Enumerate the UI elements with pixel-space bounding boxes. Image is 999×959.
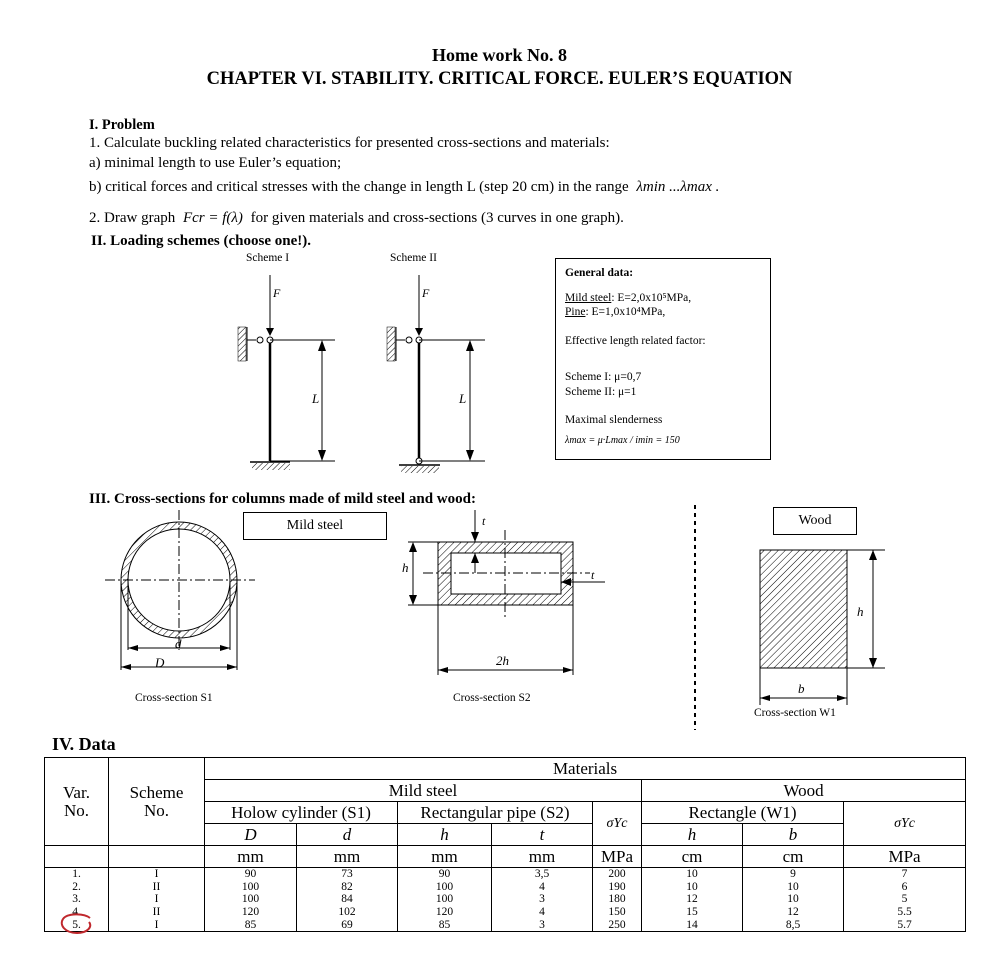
table-cell: 90 [398,868,492,881]
cross-section-s1-label: Cross-section S1 [135,692,213,704]
pine-modulus [565,306,665,318]
problem-item-1: 1. Calculate buckling related characteristics for presented cross-sections and materials: [89,135,610,151]
symbol-h-wood: h [642,824,743,846]
schemes-heading: II. Loading schemes (choose one!). [91,233,311,249]
selected-variant: 5. [72,918,81,931]
table-cell: 100 [398,881,492,894]
table-row [45,868,966,881]
table-cell: I [109,868,205,881]
table-cell: 100 [205,881,297,894]
header-wood: Wood [642,780,966,802]
table-cell: 85 [398,918,492,931]
dim-h-label-w1: h [857,604,864,619]
table-cell: 102 [297,906,398,919]
problem-item-b-text: b) critical forces and critical stresses with the change in length L (step 20 cm) in the range [89,179,629,195]
table-cell: 200 [593,868,642,881]
table-cell: 3,5 [492,868,593,881]
section-s2-drawing [408,510,605,675]
length-factor-label: Effective length related factor: [565,335,706,347]
table-cell: II [109,906,205,919]
table-cell: 4 [492,881,593,894]
force-label-2: F [422,286,430,300]
table-cell: 5.5 [844,906,966,919]
problem-item-b [89,179,719,196]
table-cell: 180 [593,893,642,906]
table-cell: 100 [398,893,492,906]
unit-cell: mm [492,846,593,868]
general-data-heading: General data: [565,267,634,279]
data-table [44,757,966,932]
header-scheme-no: Scheme No. [109,758,205,846]
table-cell: 12 [743,906,844,919]
symbol-b: b [743,824,844,846]
table-cell: 6 [844,881,966,894]
header-var-no: Var. No. [45,758,109,846]
steel-value: : E=2,0x10⁵MPa, [611,292,692,304]
unit-cell: mm [297,846,398,868]
table-cell: 10 [743,881,844,894]
table-cell: 73 [297,868,398,881]
table-cell: 90 [205,868,297,881]
header-rect-pipe: Rectangular pipe (S2) [398,802,593,824]
unit-cell: cm [642,846,743,868]
mild-steel-box: Mild steel [243,512,387,540]
header-holow-cylinder: Holow cylinder (S1) [205,802,398,824]
table-cell: 7 [844,868,966,881]
symbol-d: d [297,824,398,846]
table-cell: 190 [593,881,642,894]
scheme-2-factor: Scheme II: μ=1 [565,386,637,398]
scheme-1-factor: Scheme I: μ=0,7 [565,371,642,383]
table-cell: 85 [205,918,297,931]
dim-D-label: D [155,655,165,670]
scheme-1-drawing [238,275,335,470]
table-cell: 3 [492,893,593,906]
length-label-1: L [312,391,320,406]
symbol-D: D [205,824,297,846]
steel-name: Mild steel [565,292,612,304]
table-cell: 3. [45,893,109,906]
scheme-2-label: Scheme II [390,252,437,264]
dim-t-label-top: t [482,514,486,528]
header-rectangle-w1: Rectangle (W1) [642,802,844,824]
table-cell: 120 [398,906,492,919]
unit-cell: cm [743,846,844,868]
section-w1-drawing [760,550,885,705]
lambda-range: λmin ...λmax . [636,179,720,195]
table-cell: 5.7 [844,918,966,931]
steel-modulus [565,292,691,304]
pine-value: : E=1,0x10⁴MPa, [585,306,666,318]
table-cell: 10 [743,893,844,906]
symbol-h: h [398,824,492,846]
page-title: Home work No. 8 [432,45,567,65]
table-cell: 250 [593,918,642,931]
cross-sections-heading: III. Cross-sections for columns made of mild steel and wood: [89,491,476,507]
header-mild-steel: Mild steel [205,780,642,802]
general-data-box [555,258,771,460]
table-cell: I [109,918,205,931]
unit-cell: MPa [593,846,642,868]
problem-item-2 [89,210,624,227]
table-cell: 12 [642,893,743,906]
table-cell: 1. [45,868,109,881]
dim-2h-label: 2h [496,653,509,668]
table-cell: 9 [743,868,844,881]
table-cell: 4. [45,906,109,919]
unit-cell: MPa [844,846,966,868]
problem-item-2-post: for given materials and cross-sections (3 curves in one graph). [250,210,624,226]
problem-item-2-pre: 2. Draw graph [89,210,176,226]
table-row [45,881,966,894]
cross-section-s2-label: Cross-section S2 [453,692,531,704]
table-cell: 150 [593,906,642,919]
table-cell: 84 [297,893,398,906]
header-sigma-wood: σYc [844,802,966,846]
dim-b-label: b [798,681,805,696]
length-label-2: L [459,391,467,406]
symbol-t: t [492,824,593,846]
table-cell: I [109,893,205,906]
wood-box: Wood [773,507,857,535]
chapter-title: CHAPTER VI. STABILITY. CRITICAL FORCE. EULER’S EQUATION [206,69,793,89]
scheme-1-label: Scheme I [246,252,290,264]
table-cell: 3 [492,918,593,931]
table-cell: II [109,881,205,894]
slenderness-label: Maximal slenderness [565,414,663,426]
loading-schemes-drawing [200,265,530,485]
scheme-2-drawing [387,275,485,473]
cross-section-w1-label: Cross-section W1 [754,707,836,719]
dim-d-label: d [175,636,182,651]
table-cell: 5 [844,893,966,906]
slenderness-formula: λmax = μ·Lmax / imin = 150 [565,435,680,446]
pine-name: Pine [565,306,586,318]
dim-t-label-side: t [591,568,595,582]
table-cell: 69 [297,918,398,931]
header-sigma-steel: σYc [593,802,642,846]
table-cell: 8,5 [743,918,844,931]
table-row [45,918,966,931]
table-cell: 10 [642,881,743,894]
table-row [45,906,966,919]
force-label-1: F [273,286,281,300]
unit-cell: mm [205,846,297,868]
table-cell-circled [45,918,109,931]
table-cell: 15 [642,906,743,919]
table-cell: 100 [205,893,297,906]
header-materials: Materials [205,758,966,780]
table-cell: 14 [642,918,743,931]
table-cell: 120 [205,906,297,919]
table-cell: 10 [642,868,743,881]
unit-cell: mm [398,846,492,868]
graph-formula: Fcr = f(λ) [182,210,243,226]
table-cell: 82 [297,881,398,894]
table-row [45,893,966,906]
selection-circle-icon [59,913,95,935]
table-cell: 2. [45,881,109,894]
problem-item-a: a) minimal length to use Euler’s equation; [89,155,342,171]
data-heading: IV. Data [52,734,116,754]
table-cell: 4 [492,906,593,919]
dim-h-label-s2: h [402,560,409,575]
problem-heading: I. Problem [89,117,155,133]
